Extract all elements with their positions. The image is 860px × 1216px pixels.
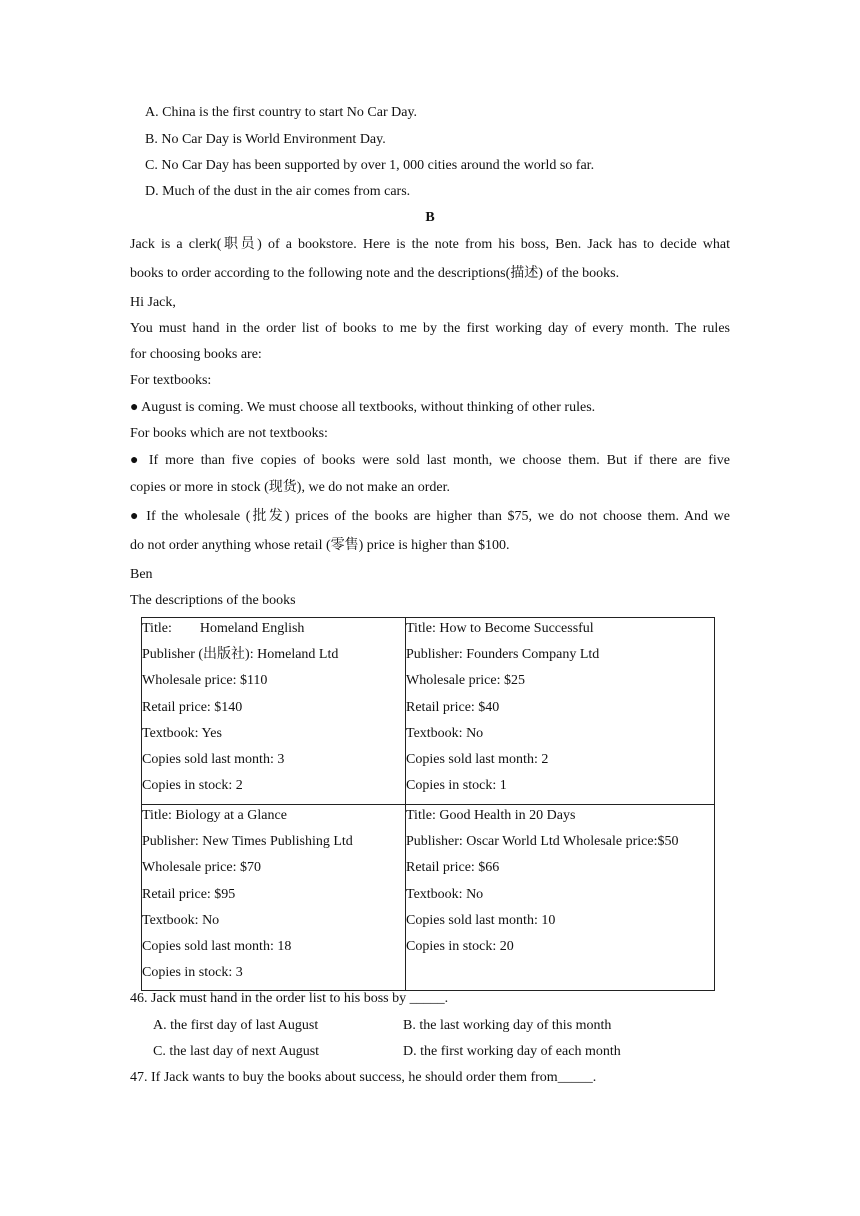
book-2-sold: Copies sold last month: 2	[406, 751, 549, 767]
non-textbook-heading: For books which are not textbooks:	[130, 426, 328, 441]
note-greeting: Hi Jack,	[130, 295, 176, 310]
note-p1-line-1: You must hand in the order list of books to me by the first working day of every month. The rules	[130, 321, 730, 336]
rule3-line-1: ● If the wholesale (批发) prices of the books are higher than $75, we do not choose them. And we	[130, 509, 730, 524]
question-46-option-d: D. the first working day of each month	[403, 1044, 621, 1059]
book-3-sold: Copies sold last month: 18	[142, 938, 292, 954]
book-4-stock: Copies in stock: 20	[406, 938, 514, 954]
book-1-title: Title: Homeland English	[142, 621, 305, 636]
book-3-stock: Copies in stock: 3	[142, 965, 243, 981]
book-1-textbook: Textbook: Yes	[142, 725, 222, 741]
question-46-stem: 46. Jack must hand in the order list to his boss by _____.	[130, 991, 449, 1006]
book-4-textbook: Textbook: No	[406, 886, 484, 902]
book-3-textbook: Textbook: No	[142, 912, 220, 928]
book-cell-biology-at-a-glance	[142, 805, 406, 991]
book-4-title: Title: Good Health in 20 Days	[406, 808, 576, 823]
book-3-wholesale: Wholesale price: $70	[142, 860, 261, 876]
textbook-heading: For textbooks:	[130, 373, 212, 388]
book-1-stock: Copies in stock: 2	[142, 778, 243, 794]
book-2-title: Title: How to Become Successful	[406, 621, 594, 636]
prev-option-b: B. No Car Day is World Environment Day.	[145, 132, 386, 147]
section-label: B	[425, 210, 435, 225]
book-descriptions-table	[141, 617, 715, 991]
intro-line-1: Jack is a clerk(职员) of a bookstore. Here is the note from his boss, Ben. Jack has to decide what	[130, 237, 730, 252]
book-cell-good-health-in-20-days	[406, 805, 715, 991]
book-2-stock: Copies in stock: 1	[406, 778, 507, 794]
rule3-line-2: do not order anything whose retail (零售) price is higher than $100.	[130, 538, 510, 553]
book-1-publisher: Publisher (出版社): Homeland Ltd	[142, 647, 339, 663]
question-46-option-c: C. the last day of next August	[153, 1044, 320, 1059]
note-p1-line-2: for choosing books are:	[130, 347, 262, 362]
rule2-line-1: ● If more than five copies of books were sold last month, we choose them. But if there are five	[130, 453, 730, 468]
question-46-option-b: B. the last working day of this month	[403, 1018, 612, 1033]
prev-option-c: C. No Car Day has been supported by over 1, 000 cities around the world so far.	[145, 158, 595, 173]
intro-line-2: books to order according to the following note and the descriptions(描述) of the books.	[130, 266, 620, 281]
question-46-option-a: A. the first day of last August	[153, 1018, 319, 1033]
book-2-publisher: Publisher: Founders Company Ltd	[406, 647, 600, 663]
book-1-wholesale: Wholesale price: $110	[142, 673, 268, 689]
book-3-title: Title: Biology at a Glance	[142, 808, 287, 823]
book-cell-how-to-become-successful	[406, 618, 715, 805]
textbook-rule: ● August is coming. We must choose all textbooks, without thinking of other rules.	[130, 400, 596, 415]
book-4-publisher: Publisher: Oscar World Ltd Wholesale price:$50	[406, 834, 679, 850]
book-2-wholesale: Wholesale price: $25	[406, 673, 525, 689]
book-3-retail: Retail price: $95	[142, 886, 236, 902]
note-signature: Ben	[130, 567, 153, 582]
book-3-publisher: Publisher: New Times Publishing Ltd	[142, 834, 353, 850]
rule2-line-2: copies or more in stock (现货), we do not make an order.	[130, 480, 450, 495]
prev-option-d: D. Much of the dust in the air comes from cars.	[145, 184, 411, 199]
book-1-sold: Copies sold last month: 3	[142, 751, 285, 767]
book-cell-homeland-english	[142, 618, 406, 805]
book-4-retail: Retail price: $66	[406, 860, 500, 876]
table-caption: The descriptions of the books	[130, 593, 296, 608]
book-2-textbook: Textbook: No	[406, 725, 484, 741]
question-47-stem: 47. If Jack wants to buy the books about success, he should order them from_____.	[130, 1070, 597, 1085]
prev-option-a: A. China is the first country to start No Car Day.	[145, 105, 418, 120]
book-2-retail: Retail price: $40	[406, 699, 500, 715]
book-4-sold: Copies sold last month: 10	[406, 912, 556, 928]
book-1-retail: Retail price: $140	[142, 699, 243, 715]
